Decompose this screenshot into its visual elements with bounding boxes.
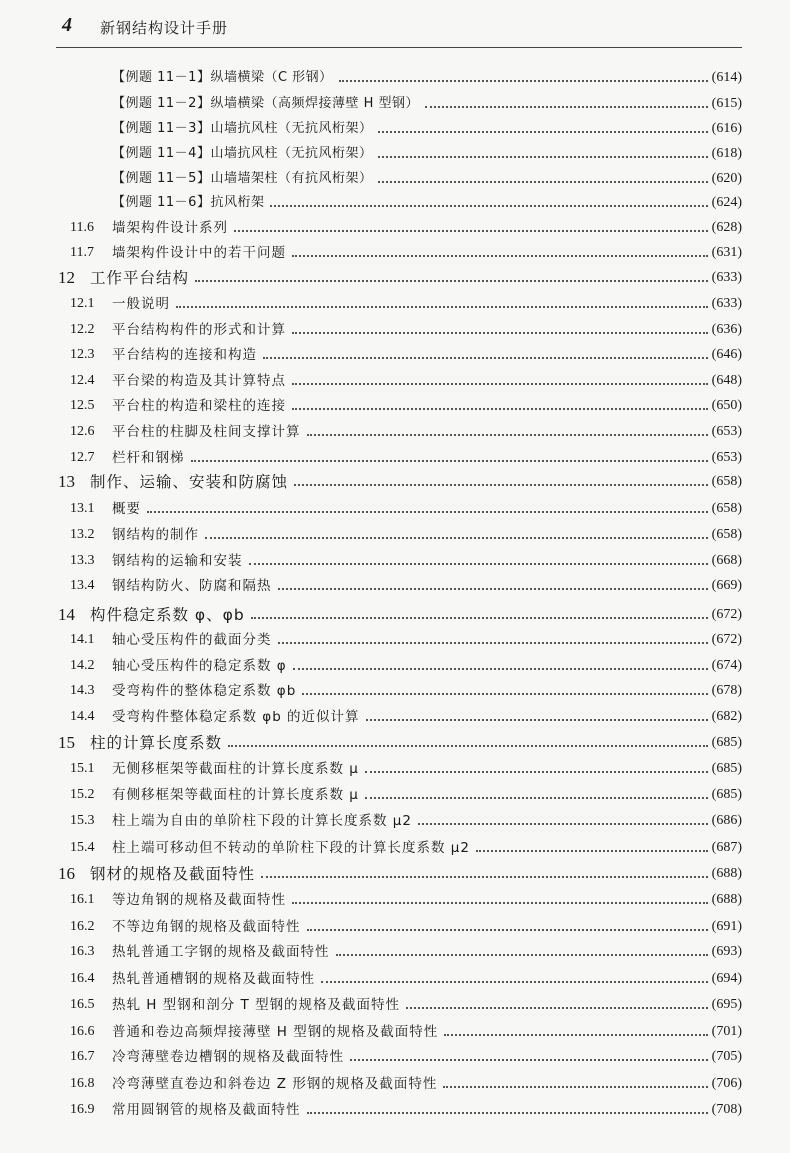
toc-entry-page: (646): [711, 347, 742, 362]
toc-entry: [70, 389, 742, 415]
toc-entry-title: 【例题 11－3】山墙抗风柱（无抗风桁架）: [112, 121, 373, 136]
toc-entry-page: (668): [711, 553, 742, 568]
dot-leader: [378, 131, 707, 133]
toc-entry-page: (695): [711, 997, 742, 1012]
toc-entry-number: 12.4: [70, 373, 95, 388]
dot-leader: [228, 745, 708, 747]
toc-entry-number: 12: [58, 268, 75, 287]
dot-leader: [191, 460, 708, 462]
toc-entry: [112, 162, 742, 188]
toc-entry-number: 11.7: [70, 245, 94, 260]
toc-entry: [70, 935, 742, 961]
toc-entry-number: 16.9: [70, 1102, 95, 1117]
toc-entry-page: (687): [711, 840, 742, 855]
toc-entry: [70, 236, 742, 262]
toc-entry-page: (686): [711, 813, 742, 828]
toc-entry-page: (658): [711, 474, 742, 489]
toc-entry: [70, 415, 742, 441]
dot-leader: [292, 383, 708, 385]
dot-leader: [365, 771, 708, 773]
toc-entry-page: (678): [711, 683, 742, 698]
dot-leader: [292, 408, 708, 410]
toc-entry: [58, 857, 742, 883]
toc-entry: [70, 518, 742, 544]
toc-entry-page: (615): [711, 96, 742, 111]
dot-leader: [251, 617, 708, 619]
toc-entry-page: (688): [711, 866, 742, 881]
dot-leader: [378, 181, 707, 183]
toc-entry-title: 有侧移框架等截面柱的计算长度系数 μ: [112, 787, 359, 803]
dot-leader: [147, 511, 708, 513]
toc-entry-number: 15: [58, 733, 75, 752]
toc-entry: [70, 988, 742, 1014]
toc-entry-title: 【例题 11－2】纵墙横梁（高频焊接薄壁 H 型钢）: [112, 96, 419, 111]
toc-entry-title: 【例题 11－4】山墙抗风柱（无抗风桁架）: [112, 146, 373, 161]
toc-entry-title: 概要: [112, 501, 141, 517]
toc-entry-number: 14.4: [70, 709, 95, 724]
toc-entry-title: 冷弯薄壁直卷边和斜卷边 Z 形钢的规格及截面特性: [112, 1076, 438, 1092]
toc-entry-page: (620): [711, 171, 742, 186]
toc-entry-title: 钢结构的运输和安装: [112, 553, 243, 569]
toc-entry: [112, 186, 742, 212]
toc-entry-title: 【例题 11－5】山墙墙架柱（有抗风桁架）: [112, 171, 373, 186]
toc-entry: [70, 1067, 742, 1093]
toc-entry: [70, 700, 742, 726]
toc-entry: [70, 804, 742, 830]
toc-entry-number: 12.5: [70, 398, 95, 413]
toc-entry-title: 【例题 11－6】抗风桁架: [112, 195, 265, 210]
toc-entry-page: (633): [711, 296, 742, 311]
toc-entry-title: 无侧移框架等截面柱的计算长度系数 μ: [112, 761, 359, 777]
toc-entry: [70, 962, 742, 988]
toc-entry-page: (672): [711, 607, 742, 622]
toc-entry: [70, 287, 742, 313]
dot-leader: [270, 205, 707, 207]
toc-entry: [112, 112, 742, 138]
toc-entry-title: 墙架构件设计系列: [112, 220, 228, 236]
toc-entry-page: (636): [711, 322, 742, 337]
toc-entry: [58, 261, 742, 287]
dot-leader: [176, 306, 708, 308]
toc-entry: [70, 211, 742, 237]
toc-entry-page: (693): [711, 944, 742, 959]
dot-leader: [261, 876, 708, 878]
toc-entry-page: (674): [711, 658, 742, 673]
toc-entry: [70, 544, 742, 570]
toc-entry: [70, 338, 742, 364]
dot-leader: [293, 668, 708, 670]
toc-entry-page: (648): [711, 373, 742, 388]
toc-entry: [70, 623, 742, 649]
toc-entry-number: 15.2: [70, 787, 95, 802]
dot-leader: [365, 797, 708, 799]
toc-entry: [70, 1040, 742, 1066]
dot-leader: [444, 1034, 707, 1036]
dot-leader: [321, 981, 708, 983]
toc-entry-page: (694): [711, 971, 742, 986]
toc-entry: [70, 910, 742, 936]
toc-entry-number: 16.4: [70, 971, 95, 986]
dot-leader: [339, 80, 708, 82]
toc-entry-title: 轴心受压构件的截面分类: [112, 632, 272, 648]
toc-entry-page: (705): [711, 1049, 742, 1064]
toc-entry-title: 平台柱的构造和梁柱的连接: [112, 398, 286, 414]
toc-entry-title: 冷弯薄壁卷边槽钢的规格及截面特性: [112, 1049, 344, 1065]
toc-entry-number: 14: [58, 605, 75, 624]
toc-entry-page: (653): [711, 424, 742, 439]
dot-leader: [278, 642, 708, 644]
toc-entry-title: 等边角钢的规格及截面特性: [112, 892, 286, 908]
toc-entry-page: (616): [711, 121, 742, 136]
toc-entry-title: 受弯构件整体稳定系数 φb 的近似计算: [112, 709, 360, 725]
toc-entry-page: (688): [711, 892, 742, 907]
toc-entry: [70, 492, 742, 518]
toc-entry: [70, 313, 742, 339]
dot-leader: [263, 357, 708, 359]
toc-entry-number: 15.3: [70, 813, 95, 828]
toc-entry-title: 热轧普通槽钢的规格及截面特性: [112, 971, 315, 987]
toc-entry-title: 制作、运输、安装和防腐蚀: [90, 473, 289, 491]
toc-entry-number: 15.1: [70, 761, 95, 776]
toc-entry-number: 16.2: [70, 919, 95, 934]
toc-entry: [70, 831, 742, 857]
dot-leader: [302, 693, 707, 695]
toc-entry-page: (628): [711, 220, 742, 235]
toc-entry-number: 13.3: [70, 553, 95, 568]
toc-entry-number: 16.1: [70, 892, 95, 907]
dot-leader: [234, 230, 708, 232]
toc-entry-title: 平台梁的构造及其计算特点: [112, 373, 286, 389]
toc-entry-number: 12.6: [70, 424, 95, 439]
dot-leader: [292, 255, 708, 257]
toc-entry-number: 16.3: [70, 944, 95, 959]
toc-entry-page: (701): [711, 1024, 742, 1039]
toc-entry-number: 16.6: [70, 1024, 95, 1039]
toc-entry-page: (706): [711, 1076, 742, 1091]
toc-entry-number: 13.2: [70, 527, 95, 542]
dot-leader: [292, 902, 708, 904]
toc-entry-page: (614): [711, 70, 742, 85]
dot-leader: [195, 280, 708, 282]
toc-entry-page: (658): [711, 527, 742, 542]
toc-entry-page: (672): [711, 632, 742, 647]
toc-entry-title: 不等边角钢的规格及截面特性: [112, 919, 301, 935]
toc-entry: [70, 1015, 742, 1041]
toc-entry-page: (685): [711, 787, 742, 802]
toc-entry-title: 普通和卷边高频焊接薄壁 H 型钢的规格及截面特性: [112, 1024, 439, 1040]
toc-entry-number: 14.1: [70, 632, 95, 647]
toc-entry-number: 14.2: [70, 658, 95, 673]
toc-entry-title: 轴心受压构件的稳定系数 φ: [112, 658, 287, 674]
dot-leader: [292, 332, 708, 334]
toc-entry-page: (658): [711, 501, 742, 516]
toc-entry-title: 热轧 H 型钢和剖分 T 型钢的规格及截面特性: [112, 997, 401, 1013]
toc-entry-number: 13: [58, 472, 75, 491]
toc-entry-title: 柱上端可移动但不转动的单阶柱下段的计算长度系数 μ2: [112, 840, 470, 856]
toc-entry-title: 平台结构的连接和构造: [112, 347, 257, 363]
toc-entry-title: 柱的计算长度系数: [90, 734, 223, 752]
toc-entry-number: 11.6: [70, 220, 94, 235]
book-title: 新钢结构设计手册: [100, 19, 229, 37]
toc-entry-page: (631): [711, 245, 742, 260]
toc-entry-page: (633): [711, 270, 742, 285]
dot-leader: [443, 1086, 707, 1088]
page-number: 4: [62, 14, 72, 36]
dot-leader: [425, 106, 708, 108]
dot-leader: [307, 434, 708, 436]
toc-entry-page: (618): [711, 146, 742, 161]
dot-leader: [366, 719, 708, 721]
toc-entry-title: 常用圆钢管的规格及截面特性: [112, 1102, 301, 1118]
toc-entry-title: 热轧普通工字钢的规格及截面特性: [112, 944, 330, 960]
dot-leader: [278, 588, 708, 590]
dot-leader: [205, 537, 708, 539]
toc-entry-title: 钢结构防火、防腐和隔热: [112, 578, 272, 594]
toc-entry-title: 墙架构件设计中的若干问题: [112, 245, 286, 261]
toc-entry-number: 12.3: [70, 347, 95, 362]
toc-entry-number: 16: [58, 864, 75, 883]
toc-entry: [70, 778, 742, 804]
toc-entry: [112, 87, 742, 113]
toc-entry-number: 16.5: [70, 997, 95, 1012]
toc-entry-page: (691): [711, 919, 742, 934]
toc-entry-page: (685): [711, 761, 742, 776]
toc-entry-page: (708): [711, 1102, 742, 1117]
toc-entry: [70, 569, 742, 595]
dot-leader: [336, 954, 708, 956]
dot-leader: [294, 484, 708, 486]
toc-entry-number: 12.7: [70, 450, 95, 465]
toc-entry: [70, 883, 742, 909]
toc-entry-page: (650): [711, 398, 742, 413]
toc-entry-page: (685): [711, 735, 742, 750]
toc-entry-number: 13.4: [70, 578, 95, 593]
toc-entry: [112, 61, 742, 87]
toc-entry-title: 平台柱的柱脚及柱间支撑计算: [112, 424, 301, 440]
toc-entry-number: 12.2: [70, 322, 95, 337]
toc-entry-page: (624): [711, 195, 742, 210]
toc-entry-title: 受弯构件的整体稳定系数 φb: [112, 683, 297, 699]
toc-entry-page: (682): [711, 709, 742, 724]
toc-entry: [70, 1093, 742, 1119]
toc-entry-page: (653): [711, 450, 742, 465]
toc-entry-number: 13.1: [70, 501, 95, 516]
toc-entry: [70, 752, 742, 778]
dot-leader: [350, 1059, 708, 1061]
toc-entry-title: 【例题 11－1】纵墙横梁（C 形钢）: [112, 70, 333, 85]
dot-leader: [307, 1112, 708, 1114]
toc-entry: [58, 465, 742, 491]
dot-leader: [476, 850, 708, 852]
toc-entry-number: 15.4: [70, 840, 95, 855]
dot-leader: [249, 563, 708, 565]
toc-entry-title: 钢结构的制作: [112, 527, 199, 543]
toc-entry: [58, 726, 742, 752]
toc-entry: [70, 674, 742, 700]
toc-entry-title: 钢材的规格及截面特性: [90, 865, 256, 883]
toc-entry-number: 14.3: [70, 683, 95, 698]
toc-entry-title: 构件稳定系数 φ、φb: [90, 606, 245, 624]
toc-entry-page: (669): [711, 578, 742, 593]
toc-entry-title: 栏杆和钢梯: [112, 450, 185, 466]
dot-leader: [406, 1007, 708, 1009]
toc-entry-number: 12.1: [70, 296, 95, 311]
toc-entry-number: 16.7: [70, 1049, 95, 1064]
header-rule: [56, 47, 742, 48]
toc-entry-title: 工作平台结构: [90, 269, 190, 287]
toc-entry-title: 平台结构构件的形式和计算: [112, 322, 286, 338]
toc-entry: [70, 441, 742, 467]
page-header: [0, 0, 790, 48]
toc-entry: [112, 137, 742, 163]
toc-entry-title: 一般说明: [112, 296, 170, 312]
toc-entry-number: 16.8: [70, 1076, 95, 1091]
dot-leader: [378, 156, 707, 158]
toc-entry: [70, 649, 742, 675]
toc-entry: [58, 598, 742, 624]
toc-entry: [70, 364, 742, 390]
toc-entry-title: 柱上端为自由的单阶柱下段的计算长度系数 μ2: [112, 813, 412, 829]
dot-leader: [307, 929, 708, 931]
dot-leader: [418, 823, 708, 825]
